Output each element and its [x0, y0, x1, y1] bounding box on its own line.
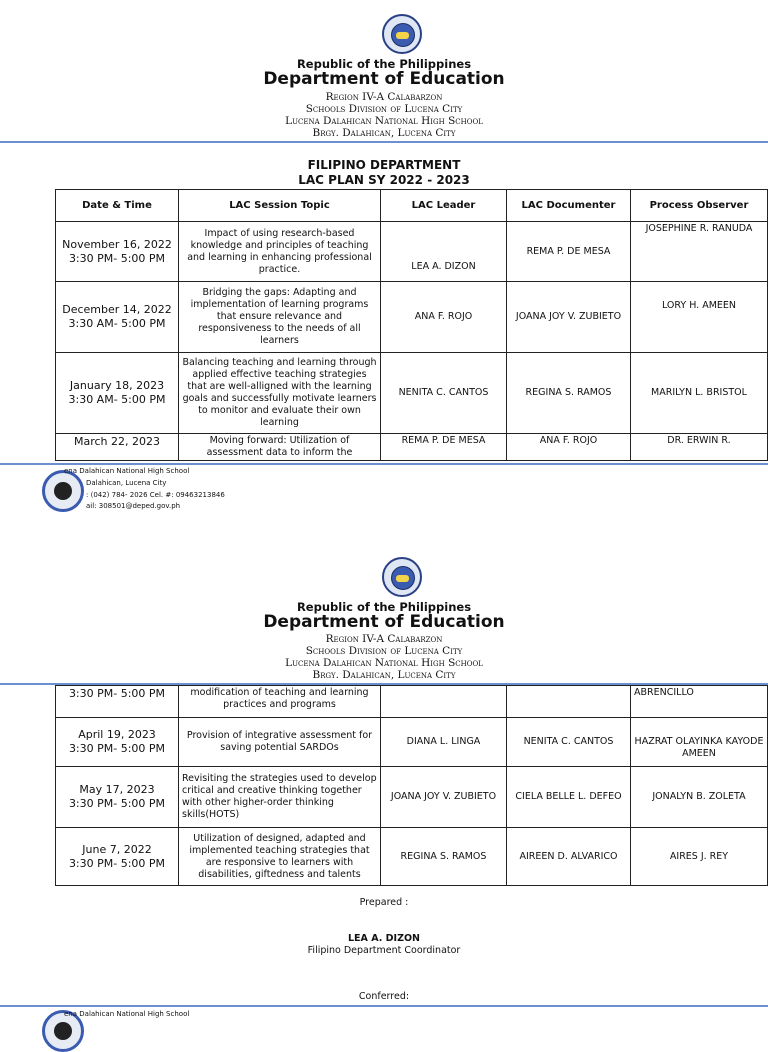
leader-cell: DIANA L. LINGA — [381, 718, 507, 767]
date-cell: 3:30 PM- 5:00 PM — [56, 686, 179, 718]
footer-phone: : (042) 784- 2026 Cel. #: 09463213846 — [86, 491, 225, 499]
leader-cell — [381, 686, 507, 718]
observer-cell: ABRENCILLO — [631, 686, 768, 718]
topic-cell: Impact of using research-based knowledge and principles of teaching and learning in enhancing professional practice. — [179, 222, 381, 282]
republic-line: Republic of the Philippines — [296, 600, 472, 614]
documenter-cell: ANA F. ROJO — [507, 434, 631, 461]
col-header-topic: LAC Session Topic — [179, 190, 381, 222]
region-line: Region IV-A Calabarzon — [325, 91, 443, 103]
date-cell: November 16, 2022 3:30 PM- 5:00 PM — [56, 222, 179, 282]
table-row — [56, 222, 768, 282]
footer-divider — [0, 1005, 768, 1007]
leader-cell: REGINA S. RAMOS — [381, 828, 507, 886]
table-row — [56, 828, 768, 886]
table-row — [56, 718, 768, 767]
date-cell: January 18, 2023 3:30 AM- 5:00 PM — [56, 353, 179, 434]
region-line: Region IV-A Calabarzon — [325, 633, 443, 645]
preparer-title: Filipino Department Coordinator — [307, 945, 461, 956]
footer-address: Dalahican, Lucena City — [86, 479, 167, 487]
footer-school: ena Dalahican National High School — [64, 1010, 190, 1018]
documenter-cell: CIELA BELLE L. DEFEO — [507, 767, 631, 828]
lac-plan-table-page1 — [55, 189, 768, 461]
observer-cell: LORY H. AMEEN — [631, 282, 768, 353]
leader-cell: LEA A. DIZON — [381, 222, 507, 282]
table-header-row — [56, 190, 768, 222]
topic-cell: Bridging the gaps: Adapting and implementation of learning programs that ensure relevance and responsiveness to the needs of all learners — [179, 282, 381, 353]
date-cell: March 22, 2023 — [56, 434, 179, 461]
dept-title: FILIPINO DEPARTMENT — [307, 158, 461, 172]
topic-cell: Moving forward: Utilization of assessment data to inform the — [179, 434, 381, 461]
documenter-cell: REGINA S. RAMOS — [507, 353, 631, 434]
division-line: Schools Division of Lucena City — [305, 645, 463, 657]
observer-cell: JOSEPHINE R. RANUDA — [631, 222, 768, 282]
footer-school: ena Dalahican National High School — [64, 467, 190, 475]
date-cell: June 7, 2022 3:30 PM- 5:00 PM — [56, 828, 179, 886]
observer-cell: HAZRAT OLAYINKA KAYODE AMEEN — [631, 718, 768, 767]
leader-cell: NENITA C. CANTOS — [381, 353, 507, 434]
preparer-name: LEA A. DIZON — [348, 933, 420, 944]
deped-seal-icon — [382, 557, 422, 597]
conferred-label: Conferred: — [358, 991, 410, 1002]
plan-title: LAC PLAN SY 2022 - 2023 — [298, 173, 470, 187]
address-line: Brgy. Dalahican, Lucena City — [312, 669, 456, 681]
school-line: Lucena Dalahican National High School — [285, 115, 483, 127]
footer-email: ail: 308501@deped.gov.ph — [86, 502, 181, 510]
documenter-cell: AIREEN D. ALVARICO — [507, 828, 631, 886]
date-cell: May 17, 2023 3:30 PM- 5:00 PM — [56, 767, 179, 828]
documenter-cell — [507, 686, 631, 718]
observer-cell: DR. ERWIN R. — [631, 434, 768, 461]
col-header-leader: LAC Leader — [381, 190, 507, 222]
topic-cell: modification of teaching and learning practices and programs — [179, 686, 381, 718]
topic-cell: Balancing teaching and learning through applied effective teaching strategies that are well-alligned with the learning goals and successfully motivate learners to monitor and evaluate their own learning — [179, 353, 381, 434]
date-cell: December 14, 2022 3:30 AM- 5:00 PM — [56, 282, 179, 353]
documenter-cell: JOANA JOY V. ZUBIETO — [507, 282, 631, 353]
table-row — [56, 282, 768, 353]
leader-cell: JOANA JOY V. ZUBIETO — [381, 767, 507, 828]
table-row — [56, 434, 768, 461]
republic-line: Republic of the Philippines — [296, 57, 472, 71]
col-header-documenter: LAC Documenter — [507, 190, 631, 222]
documenter-cell: NENITA C. CANTOS — [507, 718, 631, 767]
deped-seal-icon — [382, 14, 422, 54]
observer-cell: AIRES J. REY — [631, 828, 768, 886]
leader-cell: REMA P. DE MESA — [381, 434, 507, 461]
lac-plan-table-page2 — [55, 685, 768, 886]
observer-cell: JONALYN B. ZOLETA — [631, 767, 768, 828]
table-row — [56, 686, 768, 718]
address-line: Brgy. Dalahican, Lucena City — [312, 127, 456, 139]
prepared-label: Prepared : — [359, 897, 409, 908]
col-header-date: Date & Time — [56, 190, 179, 222]
topic-cell: Utilization of designed, adapted and implemented teaching strategies that are responsive to learners with disabilities, giftedness and talents — [179, 828, 381, 886]
observer-cell: MARILYN L. BRISTOL — [631, 353, 768, 434]
col-header-observer: Process Observer — [631, 190, 768, 222]
documenter-cell: REMA P. DE MESA — [507, 222, 631, 282]
topic-cell: Revisiting the strategies used to develop critical and creative thinking together with other higher-order thinking skills(HOTS) — [179, 767, 381, 828]
department-title: Department of Education — [263, 69, 505, 89]
division-line: Schools Division of Lucena City — [305, 103, 463, 115]
department-title: Department of Education — [263, 612, 505, 632]
school-line: Lucena Dalahican National High School — [285, 657, 483, 669]
table-row — [56, 353, 768, 434]
header-divider — [0, 141, 768, 143]
date-cell: April 19, 2023 3:30 PM- 5:00 PM — [56, 718, 179, 767]
table-row — [56, 767, 768, 828]
topic-cell: Provision of integrative assessment for saving potential SARDOs — [179, 718, 381, 767]
leader-cell: ANA F. ROJO — [381, 282, 507, 353]
